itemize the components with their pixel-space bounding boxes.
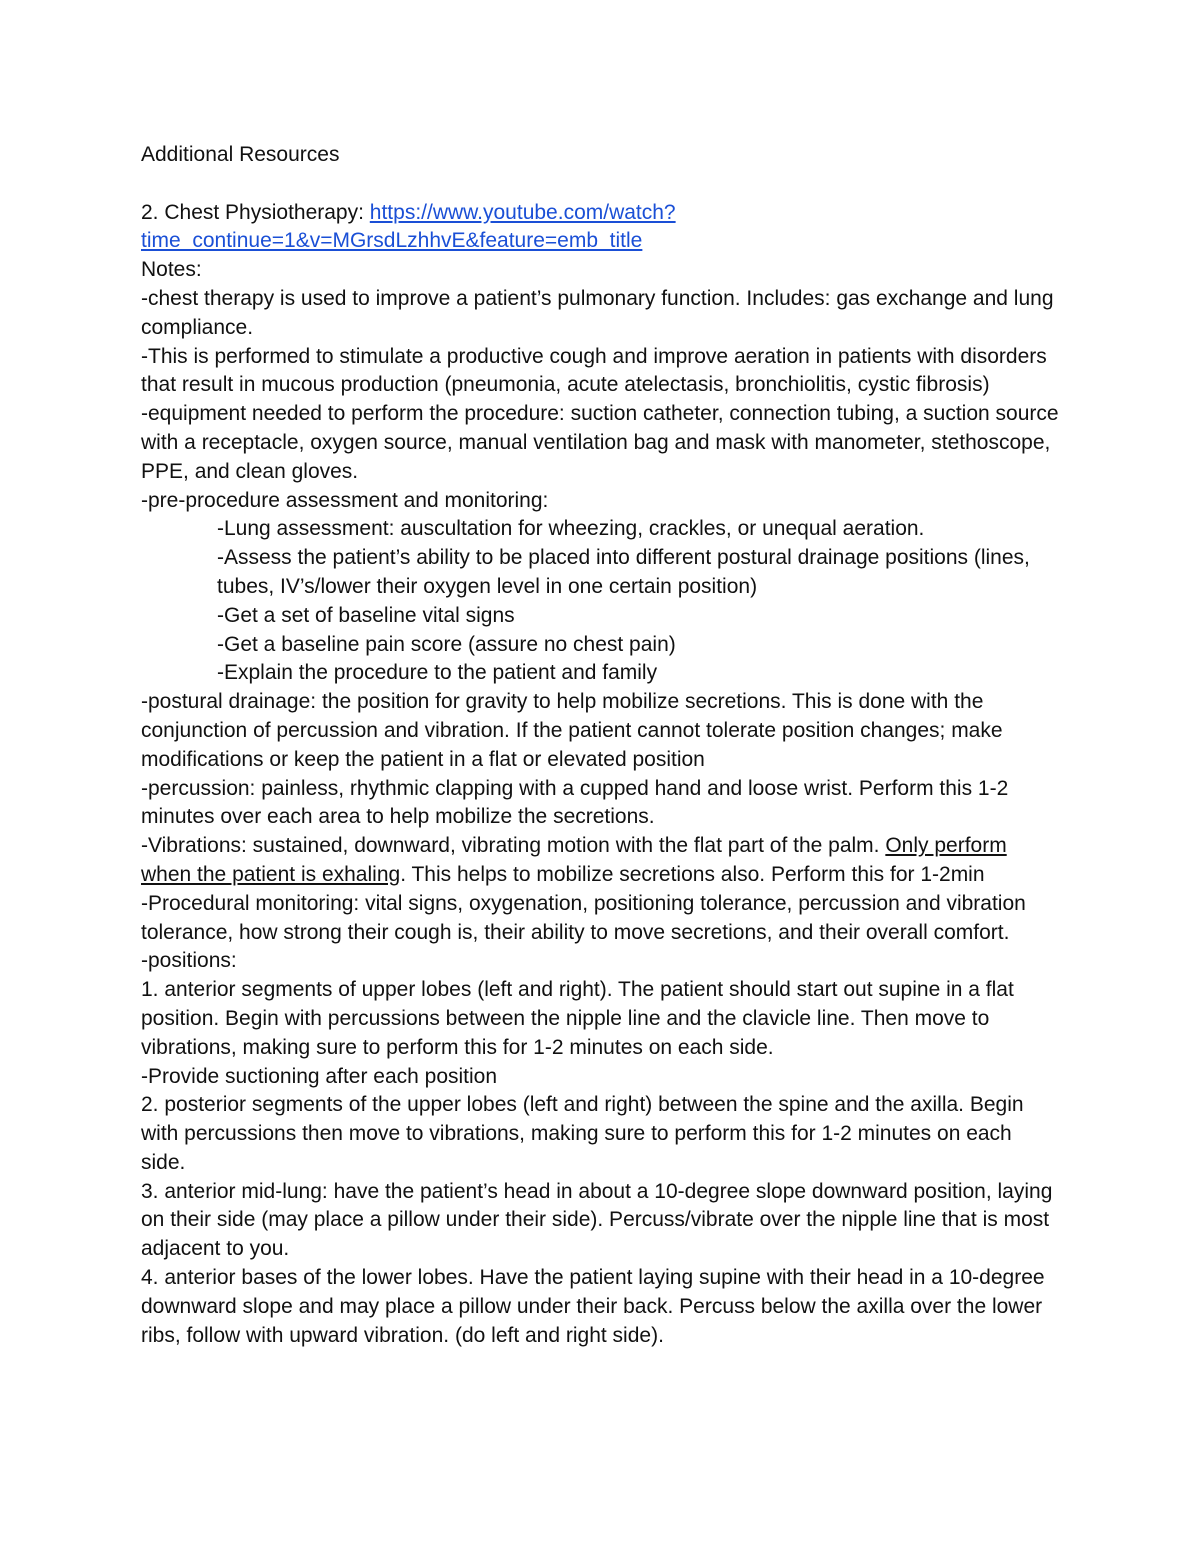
section-heading (141, 199, 1061, 257)
position-2: 2. posterior segments of the upper lobes (left and right) between the spine and the axilla. Begin with percussions then move to vibrations, making sure to perform this for 1-2 minutes on each side. (141, 1093, 1024, 1174)
video-link-line1: https://www.youtube.com/watch? (369, 200, 676, 224)
note-pre-procedure: -pre-procedure assessment and monitoring: (141, 488, 549, 512)
notes-label: Notes: (141, 258, 202, 282)
vibrations-text-a: -Vibrations: sustained, downward, vibrating motion with the flat part of the palm. (141, 834, 886, 858)
note-productive-cough: -This is performed to stimulate a productive cough and improve aeration in patients with disorders that result in mucous production (pneumonia, acute atelectasis, bronchiolitis, cystic fibrosis) (141, 344, 1047, 397)
note-positions: -positions: (141, 949, 237, 973)
document-page (141, 141, 1061, 1350)
position-4: 4. anterior bases of the lower lobes. Have the patient laying supine with their head in a 10-degree downward slope and may place a pillow under their back. Percuss below the axilla over the lower ribs, follow with upward vibration. (do left and right side). (141, 1266, 1045, 1347)
note-equipment: -equipment needed to perform the procedure: suction catheter, connection tubing, a suction source with a receptacle, oxygen source, manual ventilation bag and mask with manometer, stethoscope, PPE, and clean gloves. (141, 402, 1059, 483)
note-pulmonary-function: -chest therapy is used to improve a patient’s pulmonary function. Includes: gas exchange and lung compliance. (141, 286, 1054, 339)
note-procedural-monitoring: -Procedural monitoring: vital signs, oxygenation, positioning tolerance, percussion and vibration tolerance, how strong their cough is, their ability to move secretions, and their overall comfort. (141, 891, 1026, 944)
sub-pain-score: -Get a baseline pain score (assure no chest pain) (217, 632, 676, 656)
vibrations-text-b: . This helps to mobilize secretions also. Perform this for 1-2min (400, 862, 985, 886)
note-postural-drainage: -postural drainage: the position for gravity to help mobilize secretions. This is done with the conjunction of percussion and vibration. If the patient cannot tolerate position changes; make modifications or keep the patient in a flat or elevated position (141, 690, 1003, 771)
section-label: 2. Chest Physiotherapy: (141, 200, 370, 224)
note-percussion: -percussion: painless, rhythmic clapping with a cupped hand and loose wrist. Perform this 1-2 minutes over each area to help mobilize the secretions. (141, 776, 1009, 829)
position-1: 1. anterior segments of upper lobes (left and right). The patient should start out supine in a flat position. Begin with percussions between the nipple line and the clavicle line. Then move to vibrations, making sure to perform this for 1-2 minutes on each side. (141, 978, 1014, 1059)
sub-vital-signs: -Get a set of baseline vital signs (217, 603, 515, 627)
video-link-line2: time_continue=1&v=MGrsdLzhhvE&feature=emb_title (141, 229, 643, 253)
sub-lung-assessment: -Lung assessment: auscultation for wheezing, crackles, or unequal aeration. (217, 517, 925, 541)
sub-explain-procedure: -Explain the procedure to the patient and family (217, 661, 658, 685)
sub-postural-ability: -Assess the patient’s ability to be placed into different postural drainage positions (lines, tubes, IV’s/lower their oxygen level in one certain position) (217, 546, 1030, 598)
position-3: 3. anterior mid-lung: have the patient’s head in about a 10-degree slope downward position, laying on their side (may place a pillow under their side). Percuss/vibrate over the nipple line that is most adjacent to you. (141, 1179, 1053, 1261)
document-title: Additional Resources (141, 143, 340, 166)
vibrations-underlined: Only perform when the patient is exhaling (141, 834, 1007, 886)
note-vibrations (141, 832, 1061, 890)
note-suctioning: -Provide suctioning after each position (141, 1064, 498, 1088)
